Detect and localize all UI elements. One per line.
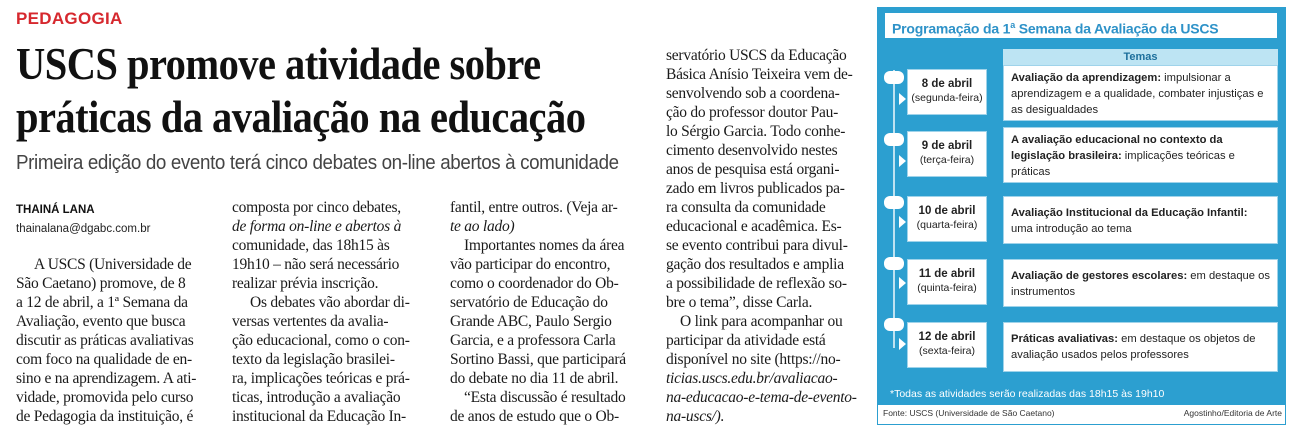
body-line: sino e na aprendizagem. A ati- xyxy=(16,370,197,387)
body-line: servatório de Educação do xyxy=(450,294,608,311)
timeline-dot xyxy=(884,71,904,84)
body-line: lo Sérgio Garcia. Todo conhe- xyxy=(666,123,846,140)
timeline-arrow xyxy=(899,93,906,105)
body-line: ticas, introdução a avaliação xyxy=(232,389,401,406)
weekday: (quinta-feira) xyxy=(917,282,977,294)
timeline-arrow xyxy=(899,277,906,289)
date-box xyxy=(907,322,987,368)
body-line: “Esta discussão é resultado xyxy=(464,389,626,406)
date: 12 de abril xyxy=(918,331,976,343)
headline-line: práticas da avaliação na educação xyxy=(16,92,586,142)
body-line: São Caetano) promove, de 8 xyxy=(16,275,186,292)
body-line: bre o tema”, disse Carla. xyxy=(666,294,813,311)
author-name: THAINÁ LANA xyxy=(16,204,95,216)
date: 9 de abril xyxy=(921,140,973,152)
schedule-note: *Todas as atividades serão realizadas das 18h15 às 19h10 xyxy=(890,388,1165,400)
body-line: disponível no site (https://no- xyxy=(666,351,841,368)
weekday: (quarta-feira) xyxy=(916,219,978,231)
body-line: de Pedagogia da instituição, é xyxy=(16,408,194,425)
body-line: realizar prévia inscrição. xyxy=(232,275,379,292)
body-line: Sortino Bassi, que participará xyxy=(450,351,626,368)
body-line: participar da atividade está xyxy=(666,332,826,349)
date-box xyxy=(907,196,987,242)
weekday: (sexta-feira) xyxy=(918,345,975,357)
body-line: versas vertentes da avalia- xyxy=(232,313,389,330)
theme-box: Avaliação da aprendizagem: impulsionar a aprendizagem e a qualidade, combater injustiças e as desigualdades xyxy=(1003,65,1278,121)
body-line: com foco na qualidade de en- xyxy=(16,351,192,368)
body-line: Importantes nomes da área xyxy=(464,237,625,254)
weekday: (terça-feira) xyxy=(919,154,975,166)
timeline-arrow xyxy=(899,216,906,228)
body-line: fantil, entre outros. (Veja ar- xyxy=(450,199,618,216)
body-line: composta por cinco debates, xyxy=(232,199,401,216)
timeline-line xyxy=(893,70,895,348)
theme-box: A avaliação educacional no contexto da legislação brasileira: implicações teóricas e práticas xyxy=(1003,127,1278,183)
subheadline: Primeira edição do evento terá cinco debates on-line abertos à comunidade xyxy=(16,152,619,174)
body-line: 19h10 – não será necessário xyxy=(232,256,400,273)
timeline-arrow xyxy=(899,155,906,167)
timeline-dot xyxy=(884,257,904,270)
theme-box: Práticas avaliativas: em destaque os objetos de avaliação usados pelos professores xyxy=(1003,322,1278,372)
date: 11 de abril xyxy=(918,268,976,280)
body-line: do debate no dia 11 de abril. xyxy=(450,370,619,387)
author-email[interactable]: thainalana@dgabc.com.br xyxy=(16,223,151,235)
theme-box: Avaliação de gestores escolares: em destaque os instrumentos xyxy=(1003,259,1278,307)
body-line: comunidade, das 18h15 às xyxy=(232,237,390,254)
body-line: te ao lado) xyxy=(450,218,515,235)
body-line: ra consulta da comunidade xyxy=(666,199,826,216)
body-line: anos de pesquisa está organi- xyxy=(666,161,840,178)
date-box xyxy=(907,131,987,177)
timeline-dot xyxy=(884,196,904,209)
body-line: Avaliação, evento que busca xyxy=(16,313,186,330)
timeline-dot xyxy=(884,318,904,331)
body-line: Garcia, e a professora Carla xyxy=(450,332,616,349)
body-line: servatório USCS da Educação xyxy=(666,47,847,64)
body-line: ra, implicações teóricas e prá- xyxy=(232,370,410,387)
body-line: a possibilidade de reflexão so- xyxy=(666,275,847,292)
link-line[interactable]: na-educacao-e-tema-de-evento- xyxy=(666,389,857,406)
body-line: vão participar do encontro, xyxy=(450,256,611,273)
body-line: vidade, promovida pelo curso xyxy=(16,389,194,406)
body-line: ção educacional, como o con- xyxy=(232,332,410,349)
body-line: se evento contribui para divul- xyxy=(666,237,848,254)
body-line: O link para acompanhar ou xyxy=(680,313,843,330)
theme-box: Avaliação Institucional da Educação Infantil: uma introdução ao tema xyxy=(1003,196,1278,244)
body-line: de anos de estudo que o Ob- xyxy=(450,408,619,425)
art-credit: Agostinho/Editoria de Arte xyxy=(1183,408,1282,418)
source-credit: Fonte: USCS (Universidade de São Caetano) xyxy=(883,408,1055,418)
headline-line: USCS promove atividade sobre xyxy=(16,39,541,89)
body-line: como o coordenador do Ob- xyxy=(450,275,619,292)
temas-header: Temas xyxy=(1003,49,1278,65)
date-box xyxy=(907,69,987,115)
link-line[interactable]: na-uscs/). xyxy=(666,408,725,425)
body-line: ção do professor doutor Pau- xyxy=(666,104,839,121)
timeline-dot xyxy=(884,133,904,146)
body-line: Básica Anísio Teixeira vem de- xyxy=(666,66,853,83)
body-line: de forma on-line e abertos à xyxy=(232,218,402,235)
body-line: gação dos resultados e amplia xyxy=(666,256,844,273)
body-line: Grande ABC, Paulo Sergio xyxy=(450,313,612,330)
link-line[interactable]: ticias.uscs.edu.br/avaliacao- xyxy=(666,370,838,387)
body-line: discutir as práticas avaliativas xyxy=(16,332,194,349)
body-line: a 12 de abril, a 1ª Semana da xyxy=(16,294,188,311)
body-line: Os debates vão abordar di- xyxy=(250,294,410,311)
body-line: zado em livros publicados pa- xyxy=(666,180,845,197)
date: 8 de abril xyxy=(921,78,973,90)
body-line: texto da legislação brasilei- xyxy=(232,351,395,368)
headline xyxy=(16,38,592,144)
date: 10 de abril xyxy=(918,205,976,217)
body-line: cimento desenvolvido nestes xyxy=(666,142,838,159)
date-box xyxy=(907,259,987,305)
weekday: (segunda-feira) xyxy=(911,92,983,104)
timeline-arrow xyxy=(899,338,906,350)
body-line: institucional da Educação In- xyxy=(232,408,406,425)
section-label: PEDAGOGIA xyxy=(16,9,123,28)
schedule-title: Programação da 1$^a$ Semana da Avaliação da USCS xyxy=(885,13,1277,38)
body-line: educacional e acadêmica. Es- xyxy=(666,218,842,235)
body-line: A USCS (Universidade de xyxy=(34,256,192,273)
body-line: senvolvendo sob a coordena- xyxy=(666,85,840,102)
